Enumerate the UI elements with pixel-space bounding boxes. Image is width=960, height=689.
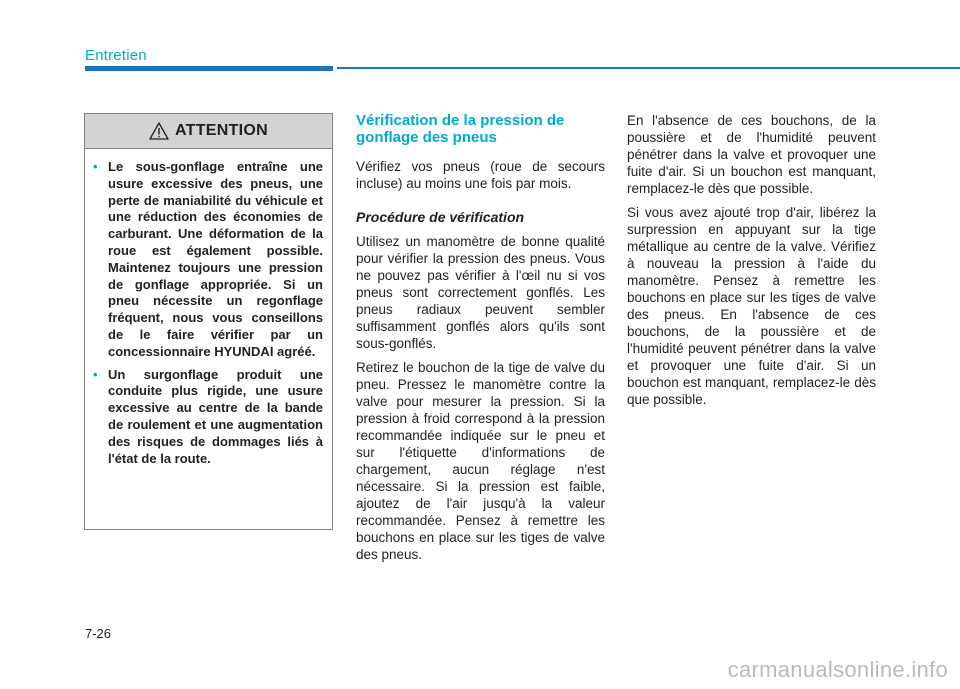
header-rule-thin xyxy=(337,67,960,69)
header-rule-thick xyxy=(85,66,333,71)
watermark: carmanualsonline.info xyxy=(727,657,948,682)
warning-title: ATTENTION xyxy=(174,122,269,139)
warning-triangle-icon xyxy=(149,122,169,140)
paragraph: Si vous avez ajouté trop d'air, libérez la surpression en appuyant sur la tige métallique au centre de la valve. Vérifiez à nouveau la pression à l'aide du manomètre. Pensez à remettre les bouchons en place sur les tiges de valve des pneus. En l'absence de ces bouchons, de la poussière et de l'humidité peuvent pénétrer dans la valve et provoquer une fuite d'air. Si un bouchon est manquant, remplacez-le dès que possible. xyxy=(627,205,876,407)
section-title: Entretien xyxy=(85,47,147,64)
bullet-icon: • xyxy=(93,366,98,382)
middle-column xyxy=(356,112,605,570)
warning-item-text: Un surgonflage produit une conduite plus rigide, une usure excessive au centre de la bande de roulement et une augmentation des risques de dommages liés à l'état de la route. xyxy=(108,366,323,466)
warning-item xyxy=(93,159,323,361)
paragraph: Retirez le bouchon de la tige de valve du pneu. Pressez le manomètre contre la valve pour mesurer la pression. Si la pression à froid correspond à la pression recommandée indiquée sur le pneu et sur l'étiquette d'informations de chargement, aucun réglage n'est nécessaire. Si la pression est faible, ajoutez de l'air jusqu'à la valeur recommandée. Pensez à remettre les bouchons en place sur les tiges de valve des pneus. xyxy=(356,360,605,562)
section-heading: Vérification de la pression de gonflage des pneus xyxy=(356,112,565,146)
page-number: 7-26 xyxy=(85,626,112,641)
warning-item-text: Le sous-gonflage entraîne une usure excessive des pneus, une perte de maniabilité du véhicule et une réduction des économies de carburant. Une déformation de la roue est également possible. Maintenez toujours une pression de gonflage appropriée. Si un pneu nécessite un regonflage fréquent, nous vous conseillons de le faire vérifier par un concessionnaire HYUNDAI agréé. xyxy=(108,159,323,359)
procedure-subheading: Procédure de vérification xyxy=(356,209,525,225)
warning-list xyxy=(85,149,332,467)
paragraph: Utilisez un manomètre de bonne qualité pour vérifier la pression des pneus. Vous ne pouvez pas vérifier à l'œil nu si vos pneus sont correctement gonflés. Les pneus radiaux peuvent sembler suffisamment gonflés alors qu'ils sont sous-gonflés. xyxy=(356,234,605,351)
warning-header xyxy=(85,114,332,149)
paragraph: En l'absence de ces bouchons, de la poussière et de l'humidité peuvent pénétrer dans la valve et provoquer une fuite d'air. Si un bouchon est manquant, remplacez-le dès que possible. xyxy=(627,113,876,196)
intro-paragraph: Vérifiez vos pneus (roue de secours incluse) au moins une fois par mois. xyxy=(356,159,605,191)
bullet-icon: • xyxy=(93,159,98,174)
right-column xyxy=(627,112,876,415)
warning-item xyxy=(93,366,323,468)
warning-box xyxy=(84,113,333,530)
